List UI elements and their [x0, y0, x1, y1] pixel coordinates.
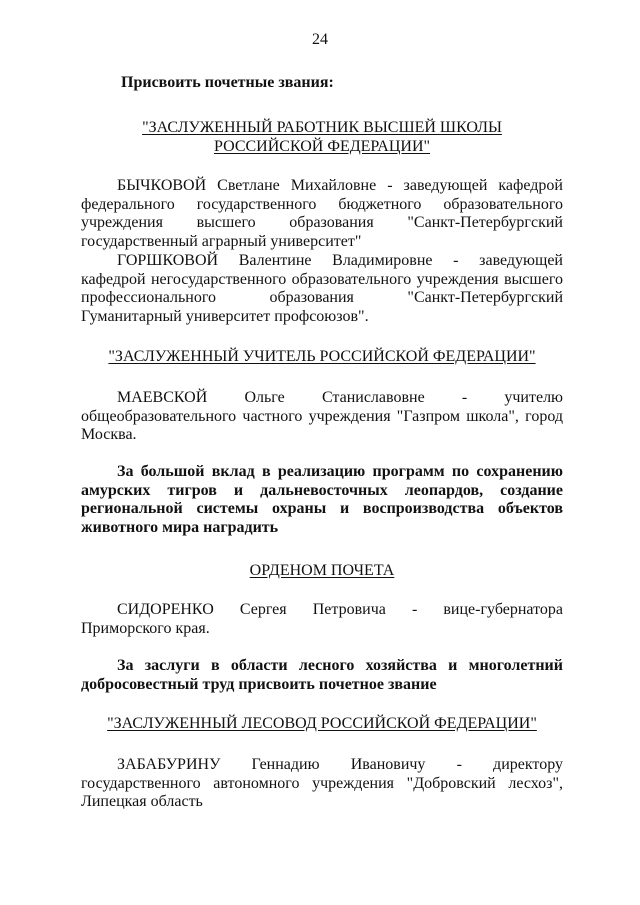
entry-gorshkova: ГОРШКОВОЙ Валентине Владимировне - заведующей кафедрой негосударственного образовательного учреждения высшего профессионального образования "Санкт-Петербургский Гуманитарный университет профсоюзов".	[81, 252, 563, 325]
entry-sidorenko: СИДОРЕНКО Сергея Петровича - вице-губернатора Приморского края.	[81, 601, 563, 637]
title-teacher-text: "ЗАСЛУЖЕННЫЙ УЧИТЕЛЬ РОССИЙСКОЙ ФЕДЕРАЦИИ"	[108, 348, 536, 365]
heading-forestry: За заслуги в области лесного хозяйства и многолетний добросовестный труд присвоить почетное звание	[81, 657, 563, 693]
title-teacher	[81, 348, 563, 367]
entry-zababurin: ЗАБАБУРИНУ Геннадию Ивановичу - директору государственного автономного учреждения "Добровский лесхоз", Липецкая область	[81, 756, 563, 810]
title-order-text: ОРДЕНОМ ПОЧЕТА	[249, 562, 395, 579]
heading-award-titles: Присвоить почетные звания:	[121, 74, 334, 91]
heading-tigers-leopards: За большой вклад в реализацию программ по сохранению амурских тигров и дальневосточных леопардов, создание региональной системы охраны и воспроизводства объектов животного мира наградить	[81, 463, 563, 536]
entry-maevskaya: МАЕВСКОЙ Ольге Станиславовне - учителю общеобразовательного частного учреждения "Газпром школа", город Москва.	[81, 389, 563, 443]
title-forester-text: "ЗАСЛУЖЕННЫЙ ЛЕСОВОД РОССИЙСКОЙ ФЕДЕРАЦИИ"	[107, 715, 537, 732]
page-number: 24	[312, 31, 328, 48]
title-line-2: РОССИЙСКОЙ ФЕДЕРАЦИИ"	[213, 137, 431, 155]
title-forester	[81, 715, 563, 734]
title-line-1: "ЗАСЛУЖЕННЫЙ РАБОТНИК ВЫСШЕЙ ШКОЛЫ	[142, 119, 502, 136]
entry-bychkova: БЫЧКОВОЙ Светлане Михайловне - заведующей кафедрой федерального государственного бюджетного образовательного учреждения высшего образования "Санкт-Петербургский государственный аграрный университет"	[81, 177, 563, 250]
title-higher-school-worker	[81, 119, 563, 156]
title-order-of-honour	[81, 562, 563, 581]
